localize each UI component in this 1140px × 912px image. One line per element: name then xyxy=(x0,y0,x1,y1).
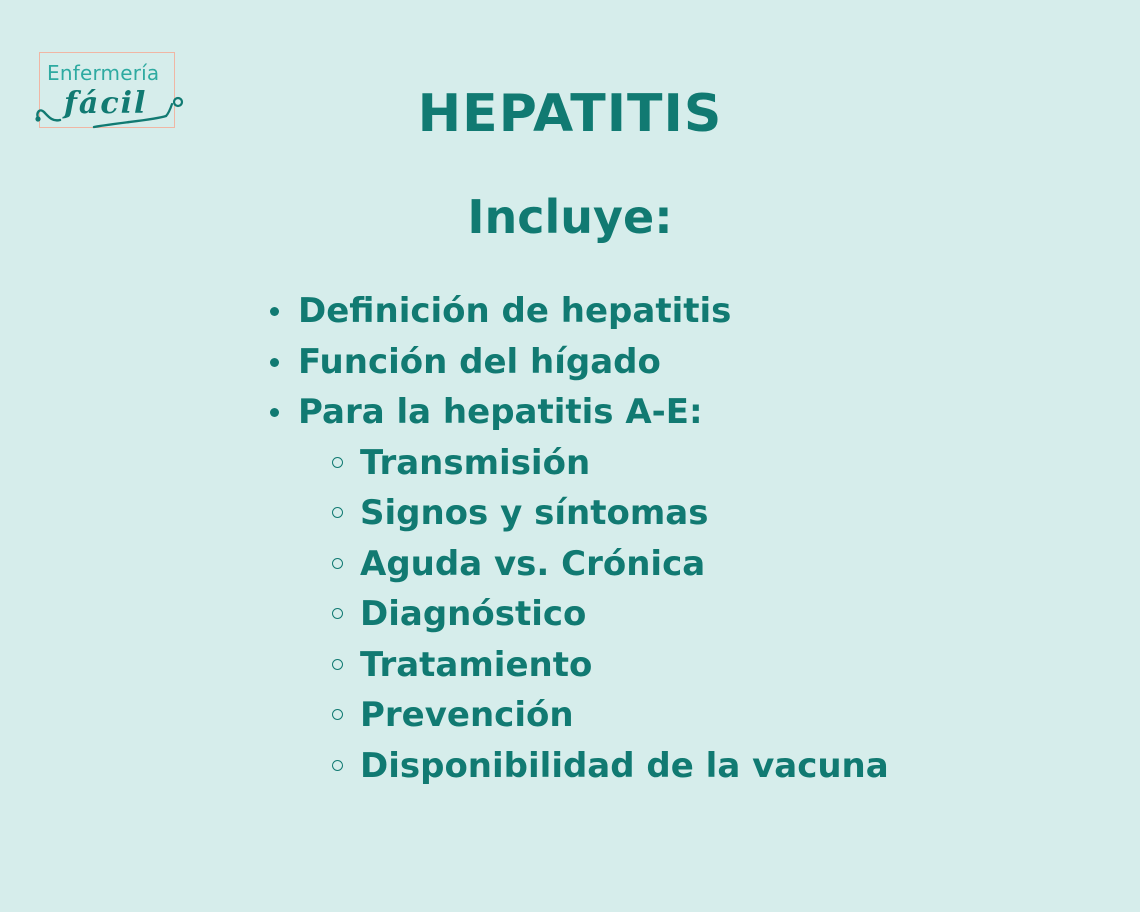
list-item xyxy=(270,387,889,438)
sub-list-item xyxy=(270,488,889,539)
logo-top-text: Enfermería xyxy=(47,61,160,85)
bullet-circle-icon xyxy=(332,608,343,619)
sub-list-item xyxy=(270,438,889,489)
list-item-label: Función del hígado xyxy=(298,341,661,382)
sub-list-item-label: Aguda vs. Crónica xyxy=(360,543,706,584)
list-item-label: Definición de hepatitis xyxy=(298,291,732,331)
sub-list-item xyxy=(270,589,889,640)
sub-list-item xyxy=(270,640,889,691)
bullet-circle-icon xyxy=(332,659,343,670)
sub-list-item-label: Signos y síntomas xyxy=(360,493,709,533)
list-item xyxy=(270,337,889,388)
bullet-circle-icon xyxy=(332,558,343,569)
bullet-circle-icon xyxy=(332,507,343,518)
list-item-label: Para la hepatitis A-E: xyxy=(298,392,703,432)
sub-list-item xyxy=(270,741,889,792)
logo-script-text: fácil xyxy=(64,86,148,121)
sub-list-item-label: Disponibilidad de la vacuna xyxy=(360,745,889,786)
bullet-dot-icon xyxy=(270,307,279,316)
sub-list-item-label: Prevención xyxy=(360,695,574,735)
page-subtitle: Incluye: xyxy=(467,190,673,244)
bullet-circle-icon xyxy=(332,760,343,771)
bullet-dot-icon xyxy=(270,358,279,367)
list-item xyxy=(270,286,889,337)
bullet-circle-icon xyxy=(332,709,343,720)
content-list xyxy=(270,286,889,791)
page-title: HEPATITIS xyxy=(417,84,723,144)
sub-list-item xyxy=(270,690,889,741)
sub-list-item-label: Transmisión xyxy=(360,442,591,483)
sub-list-item-label: Tratamiento xyxy=(360,644,593,685)
sub-list-item-label: Diagnóstico xyxy=(360,594,587,634)
bullet-dot-icon xyxy=(270,408,279,417)
sub-list-item xyxy=(270,539,889,590)
bullet-circle-icon xyxy=(332,457,343,468)
